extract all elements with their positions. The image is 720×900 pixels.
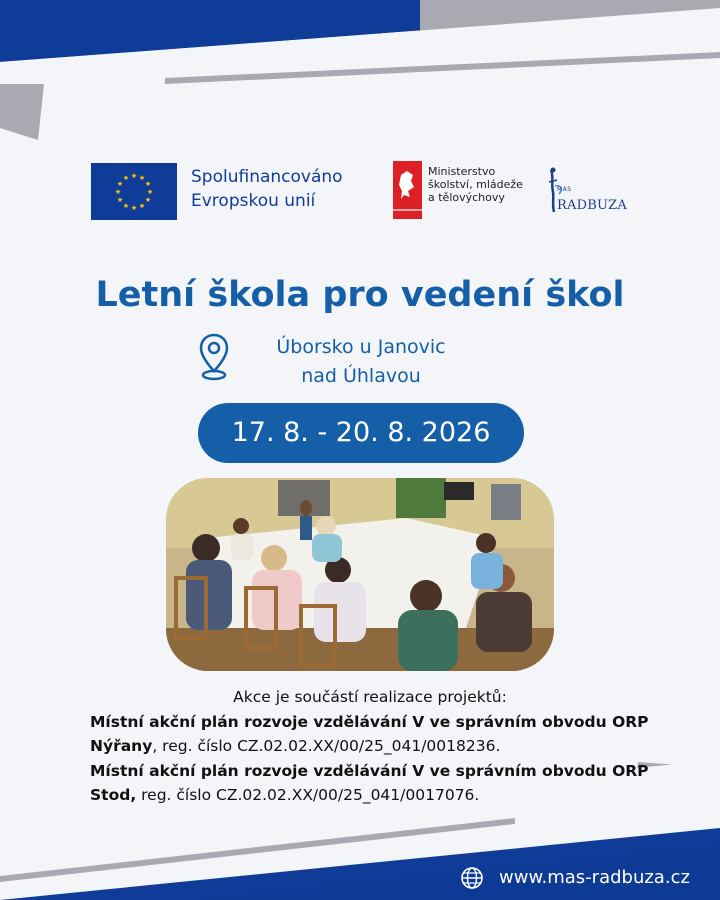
svg-text:★: ★ (146, 188, 154, 196)
project-2-title: Místní akční plán rozvoje vzdělávání V ve správním obvodu ORP Stod, (90, 761, 649, 804)
svg-text:★: ★ (130, 172, 138, 180)
event-dates: 17. 8. - 20. 8. 2026 (198, 403, 524, 463)
svg-text:★: ★ (122, 174, 130, 182)
radbuza-label: RADBUZA (557, 198, 627, 213)
workshop-photo (166, 478, 554, 671)
svg-text:★: ★ (144, 180, 152, 188)
globe-icon (460, 866, 484, 890)
website-link[interactable]: www.mas-radbuza.cz (499, 867, 690, 888)
svg-text:★: ★ (130, 204, 138, 212)
project-1-reg: , reg. číslo CZ.02.02.XX/00/25_041/0018236. (152, 737, 501, 755)
czech-lion-icon (393, 161, 422, 219)
project-2-reg: reg. číslo CZ.02.02.XX/00/25_041/0017076. (136, 786, 480, 804)
project-2 (90, 759, 650, 808)
svg-text:★: ★ (116, 196, 124, 204)
event-location: Úborsko u Janovic nad Úhlavou (276, 336, 446, 387)
mas-label: MAS (557, 186, 572, 193)
svg-text:★: ★ (114, 188, 122, 196)
project-1-title: Místní akční plán rozvoje vzdělávání V ve správním obvodu ORP Nýřany (90, 712, 649, 755)
svg-text:★: ★ (144, 196, 152, 204)
project-info (90, 685, 650, 808)
eu-flag-icon (91, 163, 177, 220)
svg-text:★: ★ (138, 202, 146, 210)
svg-text:★: ★ (138, 174, 146, 182)
project-intro: Akce je součástí realizace projektů: (233, 688, 507, 706)
map-pin-icon (198, 333, 230, 383)
svg-text:★: ★ (116, 180, 124, 188)
project-1 (90, 710, 650, 759)
ministry-text: Ministerstvo školství, mládeže a tělovýchovy (428, 165, 523, 204)
svg-text:★: ★ (122, 202, 130, 210)
eu-cofinanced-text: Spolufinancováno Evropskou unií (191, 167, 343, 211)
event-title: Letní škola pro vedení škol (95, 275, 625, 315)
